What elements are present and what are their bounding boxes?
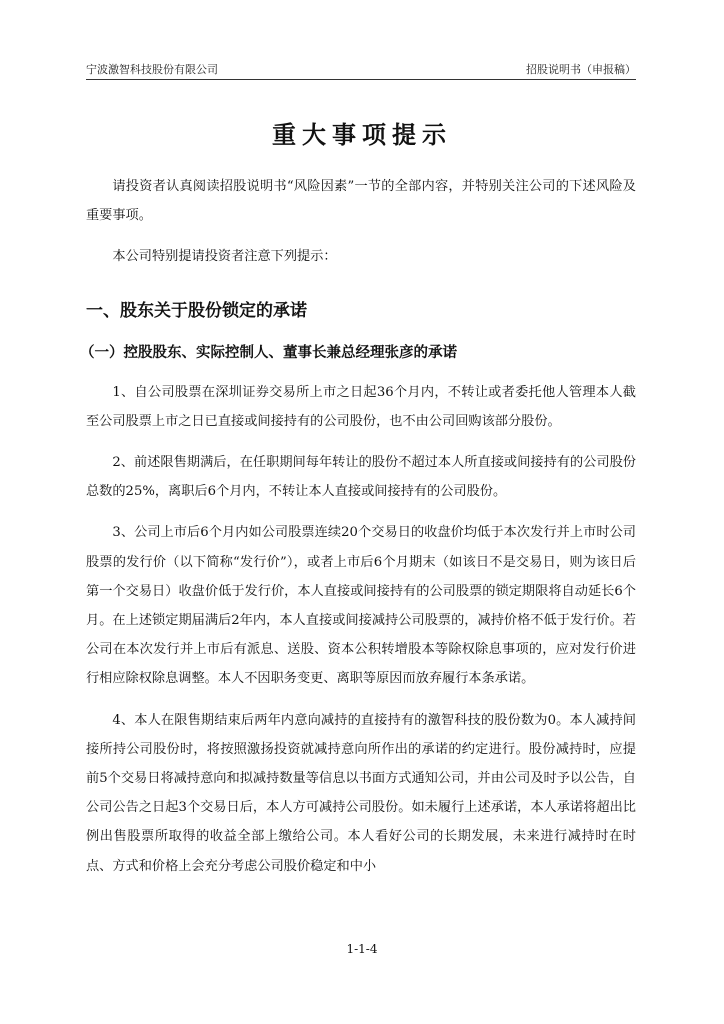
intro-paragraph: 本公司特别提请投资者注意下列提示： xyxy=(112,249,337,265)
document-body xyxy=(80,172,636,881)
section-heading: 一、股东关于股份锁定的承诺 xyxy=(86,300,307,321)
intro-paragraph: 请投资者认真阅读招股说明书“风险因素”一节的全部内容，并特别关注公司的下述风险及重要事项。 xyxy=(86,179,636,224)
page-header xyxy=(86,57,636,80)
commitment-paragraph: 3、公司上市后6个月内如公司股票连续20个交易日的收盘价均低于本次发行并上市时公司股票的发行价（以下简称“发行价”），或者上市后6个月期末（如该日不是交易日，则为该日后第一个交易日）收盘价低于发行价，本人直接或间接持有的公司股票的锁定期限将自动延长6个月。在上述锁定期届满后2年内，本人直接或间接减持公司股票的，减持价格不低于发行价。若公司在本次发行并上市后有派息、送股、资本公积转增股本等除权除息事项的，应对发行价进行相应除权除息调整。本人不因职务变更、离职等原因而放弃履行本条承诺。 xyxy=(86,525,636,687)
header-doc-type: 招股说明书（申报稿） xyxy=(526,63,636,76)
page-number: 1-1-4 xyxy=(346,942,378,956)
header-company: 宁波激智科技股份有限公司 xyxy=(86,63,218,76)
page-title: 重大事项提示 xyxy=(272,120,452,149)
commitment-paragraph: 4、本人在限售期结束后两年内意向减持的直接持有的激智科技的股份数为0。本人减持间接所持公司股份时，将按照激扬投资就减持意向所作出的承诺的约定进行。股份减持时，应提前5个交易日将减持意向和拟减持数量等信息以书面方式通知公司，并由公司及时予以公告，自公司公告之日起3个交易日后，本人方可减持公司股份。如未履行上述承诺，本人承诺将超出比例出售股票所取得的收益全部上缴给公司。本人看好公司的长期发展，未来进行减持时在时点、方式和价格上会充分考虑公司股价稳定和中小 xyxy=(86,712,636,874)
commitment-paragraph: 2、前述限售期满后，在任职期间每年转让的股份不超过本人所直接或间接持有的公司股份总数的25%，离职后6个月内，不转让本人直接或间接持有的公司股份。 xyxy=(86,455,636,500)
subsection-heading: （一）控股股东、实际控制人、董事长兼总经理张彦的承诺 xyxy=(80,344,457,361)
commitment-paragraph: 1、自公司股票在深圳证券交易所上市之日起36个月内，不转让或者委托他人管理本人截至公司股票上市之日已直接或间接持有的公司股份，也不由公司回购该部分股份。 xyxy=(86,384,636,429)
